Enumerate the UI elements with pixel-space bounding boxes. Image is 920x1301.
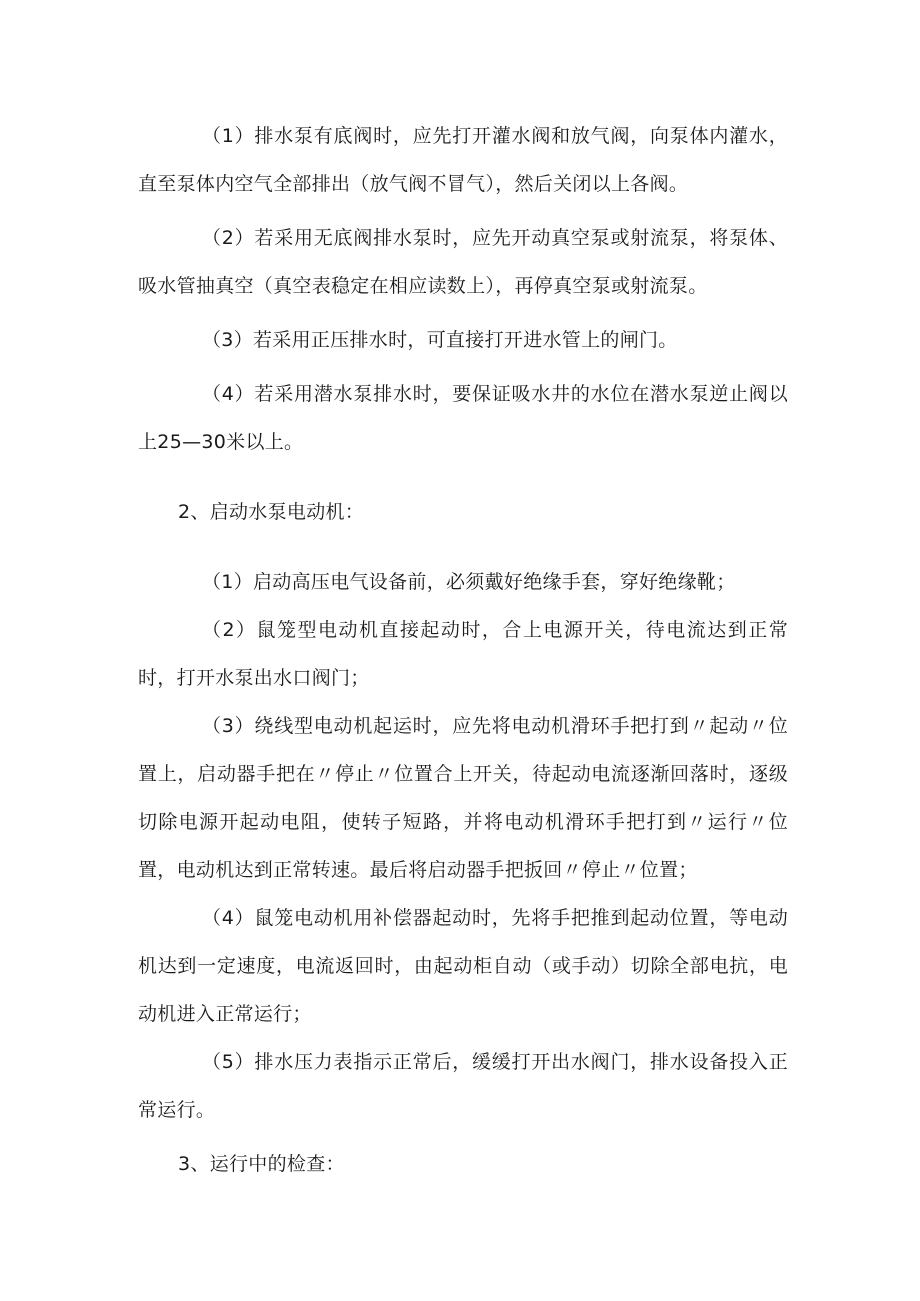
paragraph-step-2-5: （5）排水压力表指示正常后，缓缓打开出水阀门，排水设备投入正常运行。 xyxy=(138,1051,788,1121)
paragraph-step-2-4: （4）鼠笼电动机用补偿器起动时，先将手把推到起动位置，等电动机达到一定速度，电流返回时，由起动柜自动（或手动）切除全部电抗，电动机进入正常运行； xyxy=(138,907,788,1025)
section-heading-3: 3、运行中的检查： xyxy=(178,1153,345,1175)
paragraph-step-2-3: （3）绕线型电动机起运时，应先将电动机滑环手把打到〃起动〃位置上，启动器手把在〃停止〃位置合上开关，待起动电流逐渐回落时，逐级切除电源开起动电阻，使转子短路，并将电动机滑环手把打到〃运行〃位置，电动机达到正常转速。最后将启动器手把扳回〃停止〃位置； xyxy=(138,715,788,881)
paragraph-step-1-1: （1）排水泵有底阀时，应先打开灌水阀和放气阀，向泵体内灌水，直至泵体内空气全部排出（放气阀不冒气），然后关闭以上各阀。 xyxy=(138,125,788,195)
paragraph-step-2-2: （2）鼠笼型电动机直接起动时，合上电源开关，待电流达到正常时，打开水泵出水口阀门； xyxy=(138,619,788,689)
paragraph-step-1-4: （4）若采用潜水泵排水时，要保证吸水井的水位在潜水泵逆止阀以上25—30米以上。 xyxy=(138,383,788,453)
paragraph-step-2-1: （1）启动高压电气设备前，必须戴好绝缘手套，穿好绝缘靴； xyxy=(202,571,736,593)
paragraph-step-1-3: （3）若采用正压排水时，可直接打开进水管上的闸门。 xyxy=(202,329,678,351)
section-heading-2: 2、启动水泵电动机： xyxy=(178,501,365,523)
paragraph-step-1-2: （2）若采用无底阀排水泵时，应先开动真空泵或射流泵，将泵体、吸水管抽真空（真空表稳定在相应读数上），再停真空泵或射流泵。 xyxy=(138,227,788,297)
